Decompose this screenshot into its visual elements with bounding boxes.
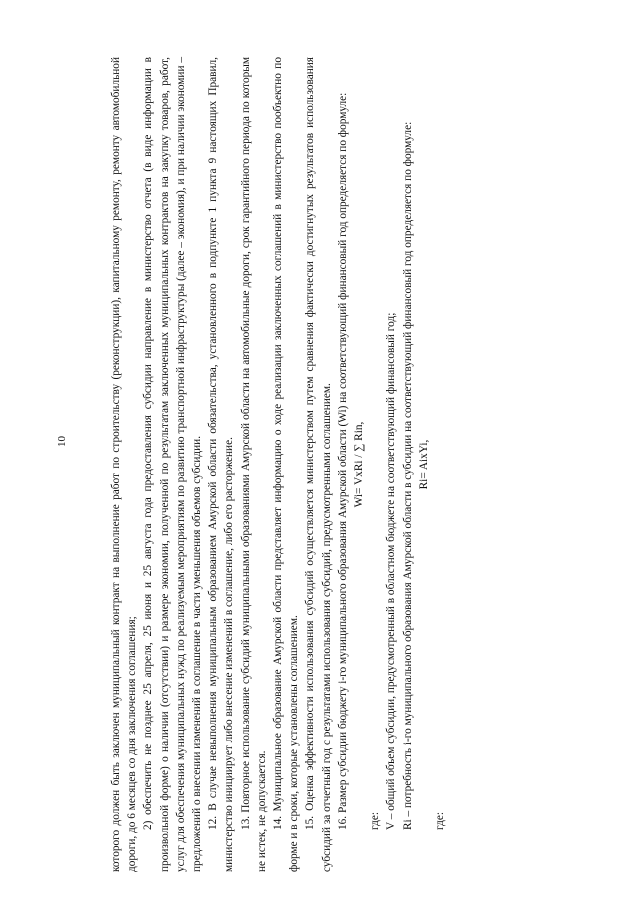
paragraph-item-2: 2) обеспечить не позднее 25 апреля, 25 июня и 25 августа года предоставления субсидии направление в министерство отчета (в виде информации в произвольной форме) о наличии (отсутствии) и размере экономии, полученной по результатам заключенных муниципальных контрактов на закупку товаров, работ, услуг для обеспечения муниципальных нужд по реализуемым мероприятиям по развитию транспортной инфраструктуры (далее – экономия), и при наличии экономии – предложений о внесении изменений в соглашение в части уменьшения объемов субсидии.	[142, 57, 204, 872]
page-number: 10	[56, 436, 68, 447]
definition-v: V – общий объем субсидии, предусмотренный в областном бюджете на соответствующий финансовый год;	[385, 312, 398, 830]
paragraph-12: 12. В случае невыполнения муниципальным образованием Амурской области обязательства, установленного в подпункте 1 пункта 9 настоящих Правил, министерство инициирует либо внесение изменений в соглашение, либо его расторжение.	[207, 57, 236, 872]
paragraph-14: 14. Муниципальное образование Амурской области представляет информацию о ходе реализации заключенных соглашений в министерство пообъектно по форме и в сроки, которые установлены соглашением.	[272, 57, 301, 872]
where-label-2: где:	[434, 812, 447, 830]
where-label-1: где:	[369, 812, 382, 830]
paragraph-16: 16. Размер субсидии бюджету i-го муниципального образования Амурской области (Wi) на соответствующий финансовый год определяется по формуле:	[336, 92, 349, 830]
formula-ri: Ri= AixYi,	[417, 439, 430, 490]
paragraph-15: 15. Оценка эффективности использования субсидий осуществляется министерством путем сравнения фактически достигнутых результатов использования субсидий за отчетный год с результатами использования субсидий, предусмотренными соглашением.	[304, 57, 333, 872]
definition-ri: Ri – потребность i-го муниципального образования Амурской области в субсидии на соответствующий финансовый год определяется по формуле:	[401, 121, 414, 830]
paragraph-continuation: которого должен быть заключен муниципальный контракт на выполнение работ по строительству (реконструкции), капитальному ремонту, ремонту автомобильной дороги, до 6 месяцев со дня заключения соглашения;	[110, 57, 139, 872]
page-body	[108, 57, 640, 872]
formula-wi: Wi= VxRi / ∑ Rin,	[353, 421, 366, 508]
paragraph-13: 13. Повторное использование субсидий муниципальными образованиями Амурской области на автомобильные дороги, срок гарантийного периода по которым не истек, не допускается.	[239, 57, 268, 872]
